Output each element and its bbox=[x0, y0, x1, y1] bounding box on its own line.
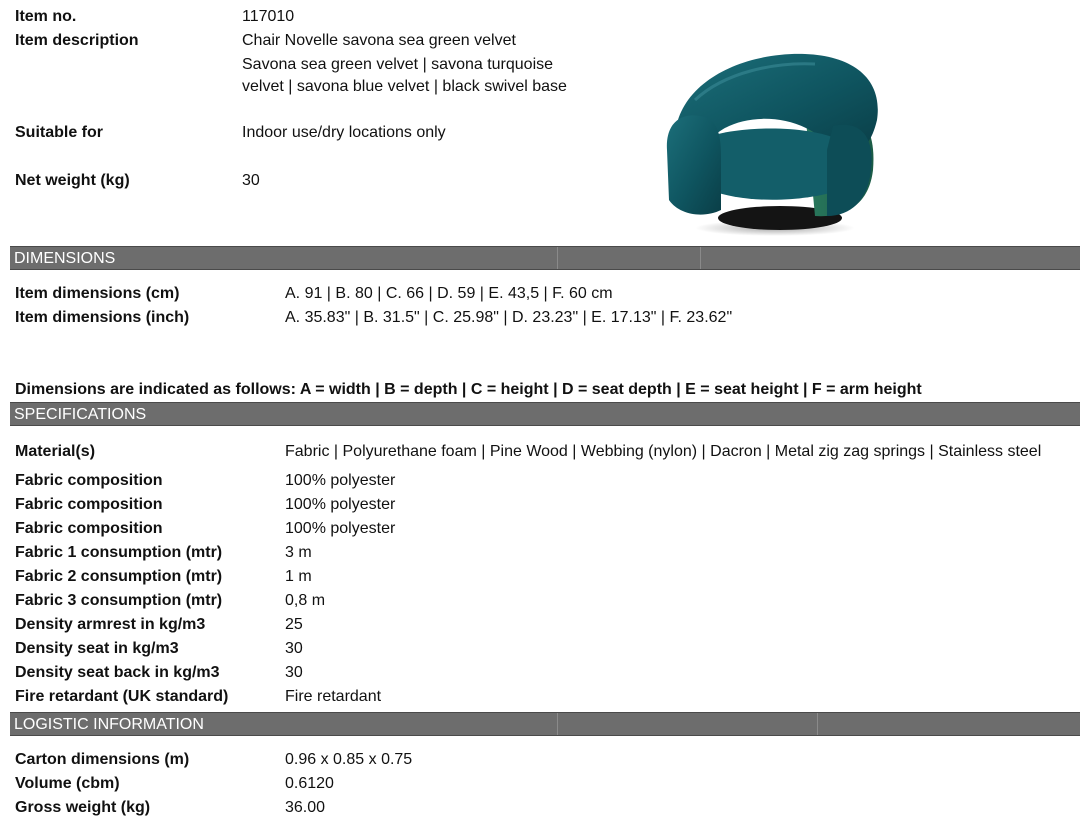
logistics-value: 0.96 x 0.85 x 0.75 bbox=[285, 751, 413, 768]
item-description-line-3: velvet | savona blue velvet | black swivel base bbox=[242, 78, 567, 95]
spec-row bbox=[0, 517, 1080, 541]
header-cell-divider bbox=[557, 713, 558, 735]
specifications-title: SPECIFICATIONS bbox=[14, 406, 147, 423]
item-no-value: 117010 bbox=[242, 8, 295, 25]
spec-label: Fabric 1 consumption (mtr) bbox=[15, 544, 223, 561]
logistics-row bbox=[0, 796, 1080, 820]
spec-value: 0,8 m bbox=[285, 592, 326, 609]
spec-value: Fire retardant bbox=[285, 688, 382, 705]
spec-label: Density seat back in kg/m3 bbox=[15, 664, 220, 681]
spec-row bbox=[0, 661, 1080, 685]
spec-row bbox=[0, 613, 1080, 637]
suitable-for-label: Suitable for bbox=[15, 124, 104, 141]
logistics-label: Gross weight (kg) bbox=[15, 799, 151, 816]
chair-left-arm bbox=[667, 115, 721, 214]
logistics-title: LOGISTIC INFORMATION bbox=[14, 716, 204, 733]
spec-value: 1 m bbox=[285, 568, 312, 585]
dimension-label: Item dimensions (cm) bbox=[15, 285, 180, 302]
logistics-value: 0.6120 bbox=[285, 775, 334, 792]
spec-value: 30 bbox=[285, 640, 303, 657]
spec-value: 3 m bbox=[285, 544, 312, 561]
spec-label: Material(s) bbox=[15, 443, 96, 460]
dimension-label: Item dimensions (inch) bbox=[15, 309, 190, 326]
spec-label: Fabric 2 consumption (mtr) bbox=[15, 568, 223, 585]
chair-right-arm bbox=[827, 125, 872, 216]
chair-seat bbox=[705, 129, 840, 200]
spec-value: 30 bbox=[285, 664, 303, 681]
item-description-label: Item description bbox=[15, 32, 139, 49]
logistics-section-header bbox=[10, 712, 1080, 736]
item-no-label: Item no. bbox=[15, 8, 77, 25]
spec-row bbox=[0, 440, 1080, 464]
dimensions-title: DIMENSIONS bbox=[14, 250, 116, 267]
spec-row bbox=[0, 469, 1080, 493]
specifications-section-header bbox=[10, 402, 1080, 426]
suitable-for-value: Indoor use/dry locations only bbox=[242, 124, 446, 141]
dimension-value: A. 35.83" | B. 31.5" | C. 25.98" | D. 23.23" | E. 17.13" | F. 23.62" bbox=[285, 309, 733, 326]
dimension-row bbox=[0, 306, 1080, 330]
item-description-line-1: Chair Novelle savona sea green velvet bbox=[242, 32, 516, 49]
armchair-product-image bbox=[655, 40, 885, 240]
spec-label: Fabric composition bbox=[15, 472, 163, 489]
dimension-value: A. 91 | B. 80 | C. 66 | D. 59 | E. 43,5 | F. 60 cm bbox=[285, 285, 613, 302]
item-description-line-2: Savona sea green velvet | savona turquoise bbox=[242, 56, 554, 73]
spec-value: 100% polyester bbox=[285, 520, 396, 537]
header-cell-divider bbox=[557, 247, 558, 269]
spec-row bbox=[0, 565, 1080, 589]
spec-label: Density seat in kg/m3 bbox=[15, 640, 179, 657]
spec-label: Fabric 3 consumption (mtr) bbox=[15, 592, 223, 609]
logistics-label: Volume (cbm) bbox=[15, 775, 120, 792]
spec-label: Density armrest in kg/m3 bbox=[15, 616, 206, 633]
spec-row bbox=[0, 685, 1080, 709]
dimensions-legend-note: Dimensions are indicated as follows: A = width | B = depth | C = height | D = seat depth | E = seat height | F = arm height bbox=[15, 381, 922, 398]
logistics-row bbox=[0, 748, 1080, 772]
spec-row bbox=[0, 637, 1080, 661]
spec-label: Fabric composition bbox=[15, 496, 163, 513]
spec-label: Fire retardant (UK standard) bbox=[15, 688, 229, 705]
spec-label: Fabric composition bbox=[15, 520, 163, 537]
logistics-value: 36.00 bbox=[285, 799, 326, 816]
spec-value: 25 bbox=[285, 616, 303, 633]
net-weight-value: 30 bbox=[242, 172, 260, 189]
dimensions-section-header bbox=[10, 246, 1080, 270]
logistics-row bbox=[0, 772, 1080, 796]
net-weight-label: Net weight (kg) bbox=[15, 172, 130, 189]
spec-value: 100% polyester bbox=[285, 472, 396, 489]
spec-row bbox=[0, 541, 1080, 565]
spec-row bbox=[0, 493, 1080, 517]
header-cell-divider bbox=[700, 247, 701, 269]
dimension-row bbox=[0, 282, 1080, 306]
logistics-label: Carton dimensions (m) bbox=[15, 751, 190, 768]
spec-row bbox=[0, 589, 1080, 613]
header-cell-divider bbox=[817, 713, 818, 735]
spec-value: Fabric | Polyurethane foam | Pine Wood | Webbing (nylon) | Dacron | Metal zig zag springs | Stainless steel bbox=[285, 443, 1042, 460]
spec-value: 100% polyester bbox=[285, 496, 396, 513]
